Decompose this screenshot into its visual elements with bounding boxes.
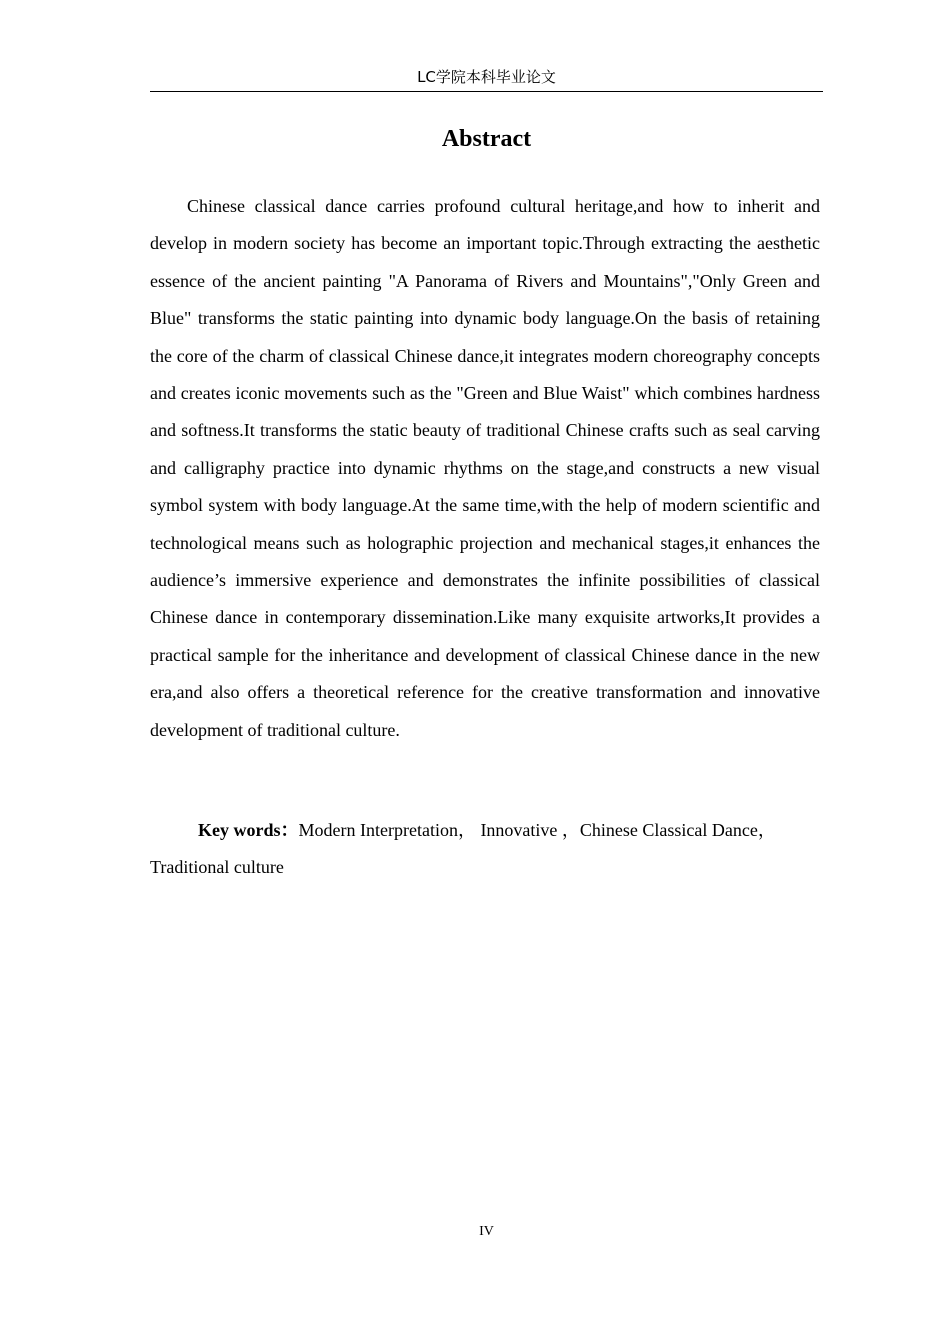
- keywords-text: Modern Interpretation， Innovative ，Chinese Classical Dance，Traditional culture: [150, 820, 776, 877]
- page-number: IV: [479, 1224, 494, 1239]
- keywords-paragraph: [150, 812, 820, 886]
- keywords-label: Key words：: [198, 820, 299, 840]
- abstract-title: Abstract: [441, 126, 532, 152]
- abstract-body: Chinese classical dance carries profound cultural heritage,and how to inherit and develop in modern society has become an important topic.Through extracting the aesthetic essence of the ancient painting "A Panorama of Rivers and Mountains","Only Green and Blue" transforms the static painting into dynamic body language.On the basis of retaining the core of the charm of classical Chinese dance,it integrates modern choreography concepts and creates iconic movements such as the "Green and Blue Waist" which combines hardness and softness.It transforms the static beauty of traditional Chinese crafts such as seal carving and calligraphy practice into dynamic rhythms on the stage,and constructs a new visual symbol system with body language.At the same time,with the help of modern scientific and technological means such as holographic projection and mechanical stages,it enhances the audience’s immersive experience and demonstrates the infinite possibilities of classical Chinese dance in contemporary dissemination.Like many exquisite artworks,It provides a practical sample for the inheritance and development of classical Chinese dance in the new era,and also offers a theoretical reference for the creative transformation and innovative development of traditional culture.: [150, 196, 820, 740]
- running-header: LC学院本科毕业论文: [417, 68, 556, 86]
- header-rule: [150, 91, 823, 92]
